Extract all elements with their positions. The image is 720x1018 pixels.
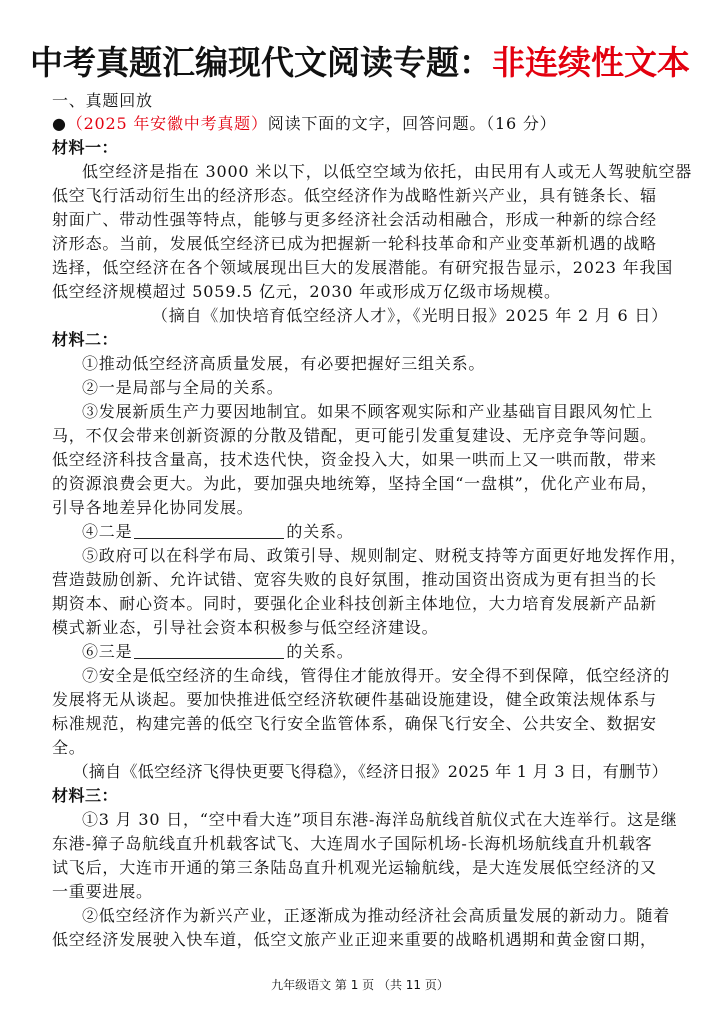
m2-blank-line-2: [82, 640, 668, 664]
m2-line: ⑦安全是低空经济的生命线，管得住才能放得开。安全得不到保障，低空经济的: [82, 666, 671, 685]
material-1-heading: 材料一：: [52, 138, 119, 157]
section-heading: 一、真题回放: [52, 91, 153, 110]
answer-blank-1[interactable]: [134, 522, 284, 539]
material-3-heading: 材料三：: [52, 786, 119, 805]
m2-line: 标准规范，构建完善的低空飞行安全监管体系，确保飞行安全、公共安全、数据安: [52, 714, 657, 733]
m1-line: 选择，低空经济在各个领域展现出巨大的发展潜能。有研究报告显示，2023 年我国: [52, 258, 674, 277]
m2-line: 引导各地差异化协同发展。: [52, 498, 254, 517]
material-2-heading: 材料二：: [52, 330, 119, 349]
page-footer: 九年级语文 第 1 页 （共 11 页）: [271, 978, 449, 992]
m3-line: 东港-獐子岛航线直升机载客试飞、大连周水子国际机场-长海机场航线直升机载客: [52, 834, 653, 853]
blank-prefix: ⑥三是: [82, 642, 133, 661]
blank-suffix: 的关系。: [286, 522, 354, 541]
question-line: [52, 112, 668, 136]
m2-line: 营造鼓励创新、允许试错、宽容失败的良好氛围，推动国资出资成为更有担当的长: [52, 570, 657, 589]
m1-line: 低空飞行活动衍生出的经济形态。低空经济作为战略性新兴产业，具有链条长、辐: [52, 186, 657, 205]
m3-line: 试飞后，大连市开通的第三条陆岛直升机观光运输航线，是大连发展低空经济的又: [52, 858, 657, 877]
m2-line: 期资本、耐心资本。同时，要强化企业科技创新主体地位，大力培育发展新产品新: [52, 594, 657, 613]
m1-line: 低空经济是指在 3000 米以下，以低空空域为依托，由民用有人或无人驾驶航空器: [82, 162, 693, 181]
bullet-icon: ●: [52, 114, 67, 133]
question-source: （2025 年安徽中考真题）: [66, 114, 268, 133]
m3-line: 一重要进展。: [52, 882, 153, 901]
m2-line: 的资源浪费会更大。为此，要加强央地统筹，坚持全国“一盘棋”，优化产业布局，: [52, 474, 658, 493]
m2-paragraph-1: ①推动低空经济高质量发展，有必要把握好三组关系。: [82, 354, 486, 373]
m1-line: 射面广、带动性强等特点，能够与更多经济社会活动相融合，形成一种新的综合经: [52, 210, 657, 229]
m2-paragraph-2: ②一是局部与全局的关系。: [82, 378, 284, 397]
m2-line: 模式新业态，引导社会资本积极参与低空经济建设。: [52, 618, 439, 637]
m2-line: ⑤政府可以在科学布局、政策引导、规则制定、财税支持等方面更好地发挥作用，: [82, 546, 687, 565]
m2-line: ③发展新质生产力要因地制宜。如果不顾客观实际和产业基础盲目跟风匆忙上: [82, 402, 654, 421]
title-main: 中考真题汇编现代文阅读专题：: [30, 43, 492, 82]
m1-line: 低空经济规模超过 5059.5 亿元，2030 年或形成万亿级市场规模。: [52, 282, 561, 301]
m2-line: 全。: [52, 738, 86, 757]
page-title: [0, 40, 720, 86]
blank-prefix: ④二是: [82, 522, 133, 541]
m2-line: 低空经济科技含量高，技术迭代快，资金投入大，如果一哄而上又一哄而散，带来: [52, 450, 657, 469]
question-prompt: 阅读下面的文字，回答问题。（16 分）: [267, 114, 557, 133]
title-red: 非连续性文本: [492, 43, 690, 82]
blank-suffix: 的关系。: [286, 642, 354, 661]
answer-blank-2[interactable]: [134, 642, 284, 659]
m2-line: 发展将无从谈起。要加快推进低空经济软硬件基础设施建设，健全政策法规体系与: [52, 690, 657, 709]
m3-line: ①3 月 30 日，“空中看大连”项目东港-海洋岛航线首航仪式在大连举行。这是继: [82, 810, 678, 829]
m2-citation: （摘自《低空经济飞得快更要飞得稳》，《经济日报》2025 年 1 月 3 日，有删节）: [72, 762, 668, 781]
m3-line: ②低空经济作为新兴产业，正逐渐成为推动经济社会高质量发展的新动力。随着: [82, 906, 671, 925]
m2-blank-line-1: [82, 520, 668, 544]
m1-line: 济形态。当前，发展低空经济已成为把握新一轮科技革命和产业变革新机遇的战略: [52, 234, 657, 253]
m2-line: 马，不仅会带来创新资源的分散及错配，更可能引发重复建设、无序竞争等问题。: [52, 426, 657, 445]
m1-citation: （摘自《加快培育低空经济人才》，《光明日报》2025 年 2 月 6 日）: [151, 306, 668, 325]
m3-line: 低空经济发展驶入快车道，低空文旅产业正迎来重要的战略机遇期和黄金窗口期，: [52, 930, 657, 949]
